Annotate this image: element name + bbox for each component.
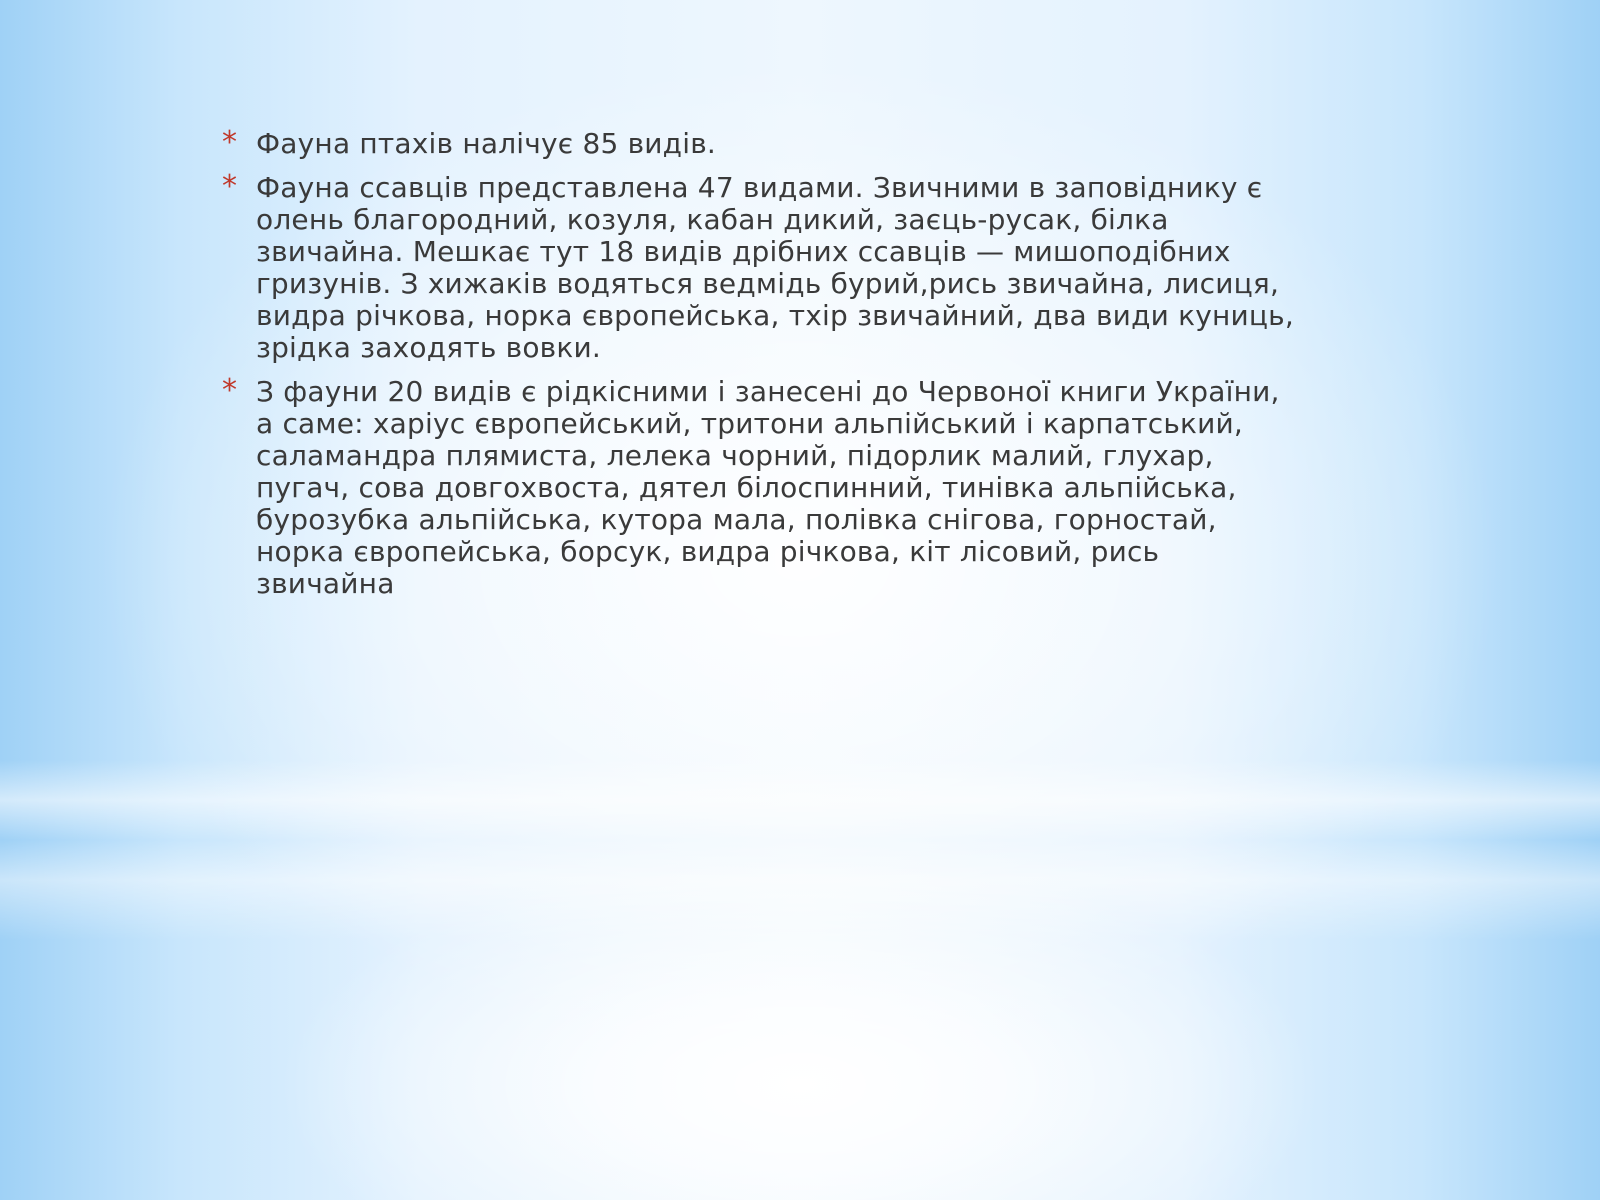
asterisk-bullet-icon: * (222, 373, 238, 408)
asterisk-bullet-icon: * (222, 169, 238, 204)
bullet-item-birds (222, 125, 1302, 160)
bullet-item-mammals (222, 169, 1302, 364)
bullet-list (222, 125, 1302, 600)
asterisk-bullet-icon: * (222, 125, 238, 160)
slide-content (222, 125, 1302, 612)
bullet-item-red-book (222, 373, 1302, 600)
bullet-text: Фауна ссавців представлена 47 видами. Звичними в заповіднику є олень благородний, козуля, кабан дикий, заєць-русак, білка звичайна. Мешкає тут 18 видів дрібних ссавців — мишоподібних гризунів. З хижаків водяться ведмідь бурий,рись звичайна, лисиця, видра річкова, норка європейська, тхір звичайний, два види куниць, зрідка заходять вовки. (256, 171, 1294, 364)
bullet-text: Фауна птахів налічує 85 видів. (256, 127, 717, 160)
bullet-text: З фауни 20 видів є рідкісними і занесені до Червоної книги України, а саме: харіус європейський, тритони альпійський і карпатський, саламандра плямиста, лелека чорний, підорлик малий, глухар, пугач, сова довгохвоста, дятел білоспинний, тинівка альпійська, бурозубка альпійська, кутора мала, полівка снігова, горностай, норка європейська, борсук, видра річкова, кіт лісовий, рись звичайна (256, 375, 1280, 600)
